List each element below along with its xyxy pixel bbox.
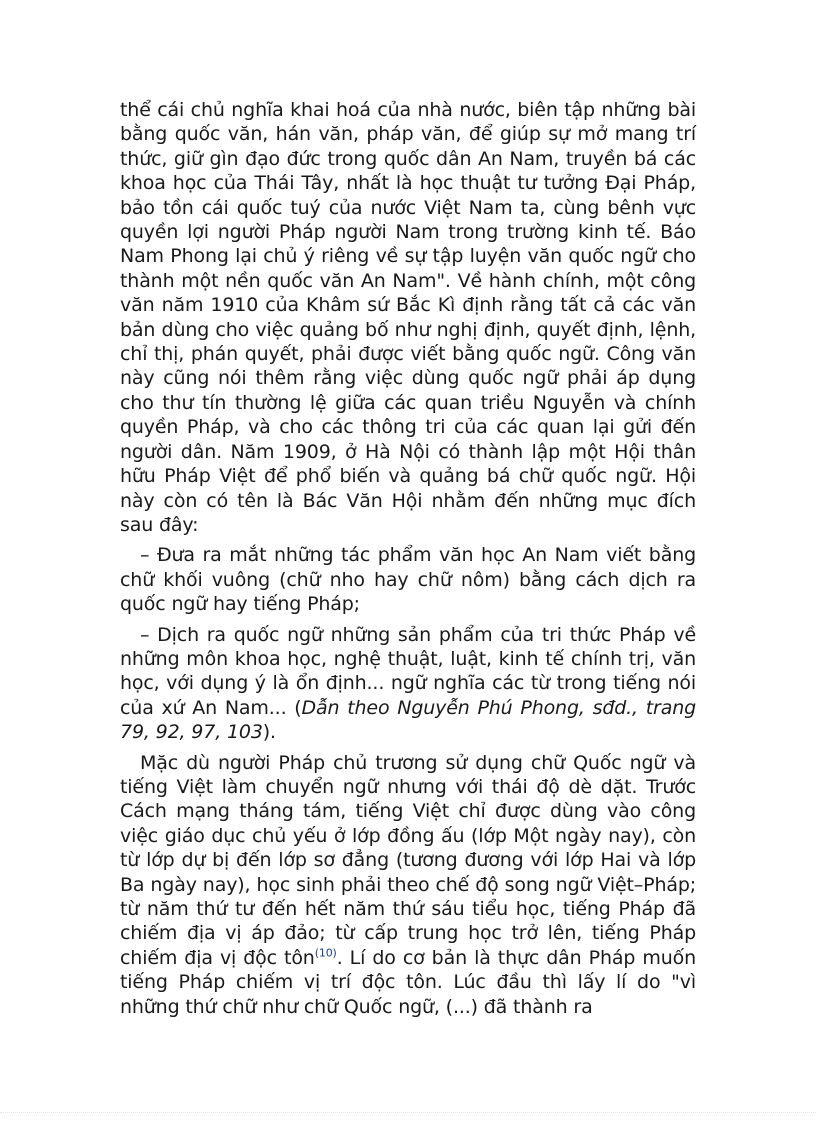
- bullet-item-2: [120, 623, 696, 745]
- bullet-item-2-text: – Dịch ra quốc ngữ những sản phẩm của tri thức Pháp về những môn khoa học, nghệ thuật, luật, kinh tế chính trị, văn học, với dụng ý là ổn định... ngữ nghĩa các từ trong tiếng nói của xứ An Nam... (: [120, 623, 696, 719]
- bullet-item-1: – Đưa ra mắt những tác phẩm văn học An Nam viết bằng chữ khối vuông (chữ nho hay chữ nôm) bằng cách dịch ra quốc ngữ hay tiếng Pháp;: [120, 544, 696, 616]
- bullet-item-2-end: ).: [262, 721, 276, 744]
- document-page: [120, 98, 696, 1025]
- citation-text: Dẫn theo Nguyễn Phú Phong, sđd., trang 79, 92, 97, 103: [120, 696, 696, 744]
- paragraph-3-text: Mặc dù người Pháp chủ trương sử dụng chữ Quốc ngữ và tiếng Việt làm chuyển ngữ nhưng với thái độ dè dặt. Trước Cách mạng tháng tám, tiếng Việt chỉ được dùng vào công việc giáo dục chủ yếu ở lớp đồng ấu (lớp Một ngày nay), còn từ lớp dự bị đến lớp sơ đẳng (tương đương với lớp Hai và lớp Ba ngày nay), học sinh phải theo chế độ song ngữ Việt–Pháp; từ năm thứ tư đến hết năm thứ sáu tiểu học, tiếng Pháp đã chiếm địa vị áp đảo; từ cấp trung học trở lên, tiếng Pháp chiếm địa vị độc tôn: [120, 751, 696, 969]
- paragraph-3-continuation: . Lí do cơ bản là thực dân Pháp muốn tiếng Pháp chiếm vị trí độc tôn. Lúc đầu thì lấy lí do "vì những thứ chữ như chữ Quốc ngữ, (...) đã thành ra: [120, 946, 696, 1018]
- page-bottom-divider: [0, 1112, 816, 1113]
- paragraph-continuation: thể cái chủ nghĩa khai hoá của nhà nước, biên tập những bài bằng quốc văn, hán văn, pháp văn, để giúp sự mở mang trí thức, giữ gìn đạo đức trong quốc dân An Nam, truyền bá các khoa học của Thái Tây, nhất là học thuật tư tưởng Đại Pháp, bảo tồn cái quốc tuý của nước Việt Nam ta, cùng bênh vực quyền lợi người Pháp người Nam trong trường kinh tế. Báo Nam Phong lại chủ ý riêng về sự tập luyện văn quốc ngữ cho thành một nền quốc văn An Nam". Về hành chính, một công văn năm 1910 của Khâm sứ Bắc Kì định rằng tất cả các văn bản dùng cho việc quảng bố như nghị định, quyết định, lệnh, chỉ thị, phán quyết, phải được viết bằng quốc ngữ. Công văn này cũng nói thêm rằng việc dùng quốc ngữ phải áp dụng cho thư tín thường lệ giữa các quan triều Nguyễn và chính quyền Pháp, và cho các thông tri của các quan lại gửi đến người dân. Năm 1909, ở Hà Nội có thành lập một Hội thân hữu Pháp Việt để phổ biến và quảng bá chữ quốc ngữ. Hội này còn có tên là Bác Văn Hội nhằm đến những mục đích sau đây:: [120, 99, 696, 536]
- footnote-link[interactable]: (10): [314, 946, 337, 960]
- paragraph-3: [120, 751, 696, 1019]
